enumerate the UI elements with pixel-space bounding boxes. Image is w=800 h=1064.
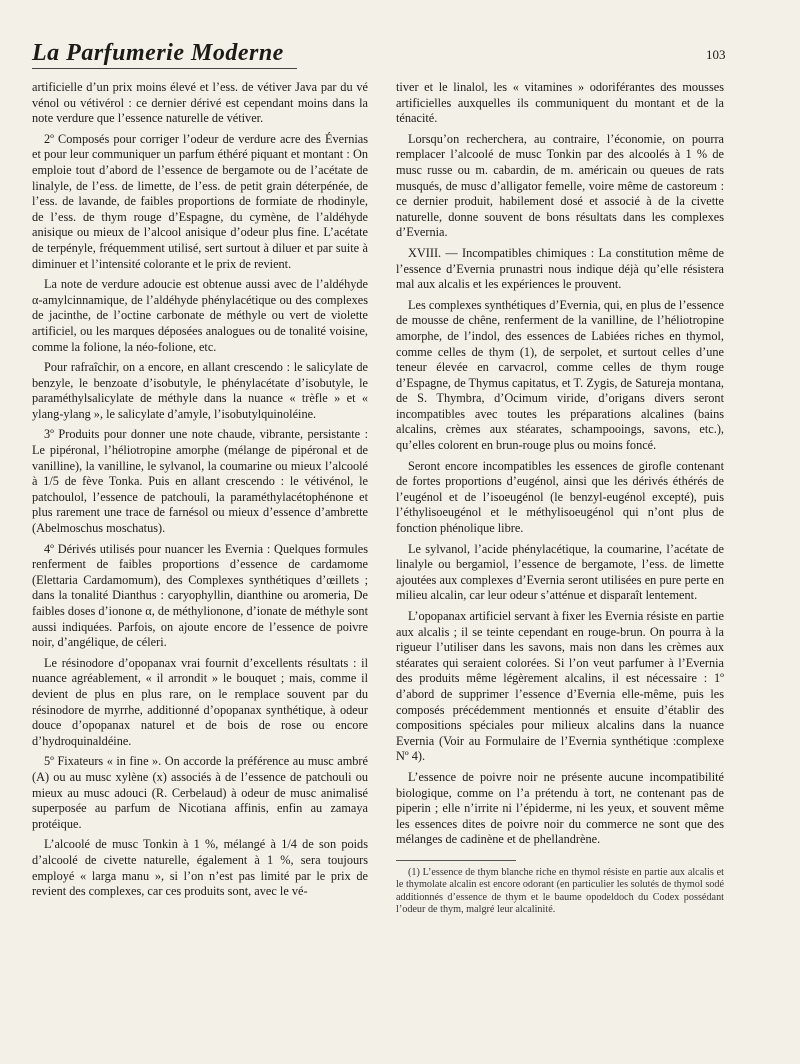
paragraph: Le résinodore d’opopanax vrai fournit d’excellents résultats : il nuance agréablement, « il arrondit » le bouquet ; mais, comme il devient de plus en plus rare, on le remplace souvent par du résinodore de myrrhe, additionné d’opopanax synthétique, à odeur douce d’opopanax naturel et de bois de rose ou encore d’hydroquinaldéine. (32, 655, 368, 748)
paragraph: L’essence de poivre noir ne présente aucune incompatibilité biologique, comme on l’a prétendu à tort, ne contenant pas de piperin ; elle n’irrite ni l’épiderme, ni les yeux, et souvent même les essences dites de poivre noir du commerce ne sont que des mélanges de cadinène et de phellandrène. (396, 769, 724, 847)
left-column (32, 80, 368, 905)
paragraph: L’alcoolé de musc Tonkin à 1 %, mélangé à 1/4 de son poids d’alcoolé de civette naturelle, également à 1 %, sera toujours employé « larga manu », si l’on n’est pas limité par le prix de revient des complexes, car ces produits sont, avec le vé- (32, 837, 368, 899)
footnote: (1) L’essence de thym blanche riche en thymol résiste en partie aux alcalis et le thymolate alcalin est encore odorant (en particulier les solutés de thymol sodé additionnés d’essence de thym et le baume opodeldoch du Codex possédant l’odeur de thym, malgré leur alcalinité. (396, 866, 724, 916)
paragraph: Les complexes synthétiques d’Evernia, qui, en plus de l’essence de mousse de chêne, renferment de la vanilline, de l’héliotropine amorphe, de l’indol, des essences de Labiées riches en thymol, comme celles de thym (1), de serpolet, et surtout celles d’une teneur élevée en carvacrol, comme celles de thym rouge d’Espagne, de Thymus capitatus, et T. Zygis, de Satureja montana, de S. Thymbra, d’Ocimum viride, d’origans divers seront incompatibles avec toutes les préparations alcalines (bains alcalins, crèmes aux stéarates, schampooings, savons, etc.), qu’elles colorent en brun-rouge plus ou moins foncé. (396, 297, 724, 453)
right-column (396, 80, 724, 917)
paragraph: XVIII. — Incompatibles chimiques : La constitution même de l’essence d’Evernia prunastri nous indique déjà qu’elle résistera mal aux alcalis et les expériences le prouvent. (396, 245, 724, 292)
paragraph: L’opopanax artificiel servant à fixer les Evernia résiste en partie aux alcalis ; il se teinte cependant en rouge-brun. On pourra à la rigueur l’utiliser dans les savons, mais non dans les crèmes aux stéarates qui seraient colorées. Si l’on veut parfumer à l’Evernia des produits même légèrement alcalins, il est nécessaire : 1º d’abord de supprimer l’essence d’Evernia elle-même, puis les composés précédemment mentionnés et ensuite d’établir des compositions spéciales pour milieux alcalins dans la nuance Evernia (Voir au Formulaire de l’Evernia synthétique :complexe Nº 4). (396, 609, 724, 764)
paragraph: Pour rafraîchir, on a encore, en allant crescendo : le salicylate de benzyle, le benzoate d’isobutyle, le phénylacétate d’isobutyle, le paraméthylsalicylate de méthyle dans la nuance « trèfle » et « ylang-ylang », le salicylate d’amyle, l’isobutylquinoléine. (32, 360, 368, 421)
paragraph: Seront encore incompatibles les essences de girofle contenant de fortes proportions d’eugénol, ainsi que les dérivés éthérés de l’eugénol et de l’isoeugénol (le benzyl-eugénol excepté), puis l’éthylisoeugénol et le méthylisoeugénol qui n’ont plus de fonction phénolique libre. (396, 458, 724, 536)
paragraph: 3º Produits pour donner une note chaude, vibrante, persistante : Le pipéronal, l’héliotropine amorphe (mélange de pipéronal et de vanilline), la vanilline, le sylvanol, la coumarine ou mieux l’alcoolé à 1/5 de fève Tonka. Puis en allant crescendo : le vétivénol, le patchoulol, l’essence de patchouli, la paraméthylacétophénone et plus rarement une trace de farnésol ou mieux d’essence d’ambrette (Abelmoschus moschatus). (32, 427, 368, 536)
paragraph: 5º Fixateurs « in fine ». On accorde la préférence au musc ambré (A) ou au musc xylène (x) associés à de l’essence de patchouli ou mieux au musc adouci (R. Cerbelaud) à odeur de musc animalisé superposée au parfum de Nicotiana affinis, enfin au zamaya protéique. (32, 754, 368, 831)
paragraph: Le sylvanol, l’acide phénylacétique, la coumarine, l’acétate de linalyle ou bergamiol, l’essence de bergamote, l’ess. de limette ajoutées aux complexes d’Evernia seront utilisées en pure perte en milieu alcalin, car leur odeur s’atténue et disparaît lentement. (396, 541, 724, 603)
paragraph: artificielle d’un prix moins élevé et l’ess. de vétiver Java par du vé vénol ou vétivérol : ce dernier dérivé est cependant moins dans la note verdure que l’essence naturelle de vétiver. (32, 80, 368, 126)
paragraph: tiver et le linalol, les « vitamines » odoriférantes des mousses artificielles auxquelles ils communiquent du montant et de la ténacité. (396, 80, 724, 126)
footnote-rule (396, 860, 516, 861)
paragraph: 4º Dérivés utilisés pour nuancer les Evernia : Quelques formules renferment de faibles proportions d’essence de cardamome (Elettaria Cardamomum), des Complexes synthétiques d’œillets ; dans la tonalité Dianthus : caryophyllin, dianthine ou aromeria, De faibles doses d’ionone α, de méthylionone, d’ionate de méthyle sont aussi indiquées. Parfois, on ajoute encore de l’essence de poivre noir, d’angélique, de céleri. (32, 541, 368, 650)
page-number: 103 (706, 47, 726, 62)
paragraph: 2º Composés pour corriger l’odeur de verdure acre des Évernias et pour leur communiquer un parfum éthéré piquant et montant : On emploie tout d’abord de l’essence de bergamote ou de l’acétate de linalyle, de l’ess. de limette, de l’ess. de petit grain déterpénée, de l’ess. de lavande, de faibles proportions de formiate de rhodinyle, de l’ess. de thym rouge d’Espagne, du cymène, de l’aldéhyde anisique ou mieux de l’alcool anisique d’odeur plus fine. L’acétate de terpényle, fréquemment utilisé, sert surtout à diluer et par suite à diminuer et l’intensité colorante et le prix de revient. (32, 131, 368, 271)
paragraph: La note de verdure adoucie est obtenue aussi avec de l’aldéhyde α-amylcinnamique, de l’aldéhyde phénylacétique ou des complexes de jacinthe, de l’octine carbonate de méthyle ou vert de violette artificiel, ou les marques déposées analogues ou de tonalité voisine, comme la folione, la néo-folione, etc. (32, 277, 368, 354)
paragraph: Lorsqu’on recherchera, au contraire, l’économie, on pourra remplacer l’alcoolé de musc Tonkin par des alcoolés à 1 % de musc russe ou m. cabardin, de m. américain ou queues de rats musqués, de musc d’alligator femelle, voire même de castoreum : ce dernier produit, habilement dosé et associé à de la civette naturelle, donne souvent de bons résultats dans les complexes d’Evernia. (396, 131, 724, 240)
masthead-rule (32, 68, 297, 69)
journal-masthead: La Parfumerie Moderne (32, 40, 284, 66)
